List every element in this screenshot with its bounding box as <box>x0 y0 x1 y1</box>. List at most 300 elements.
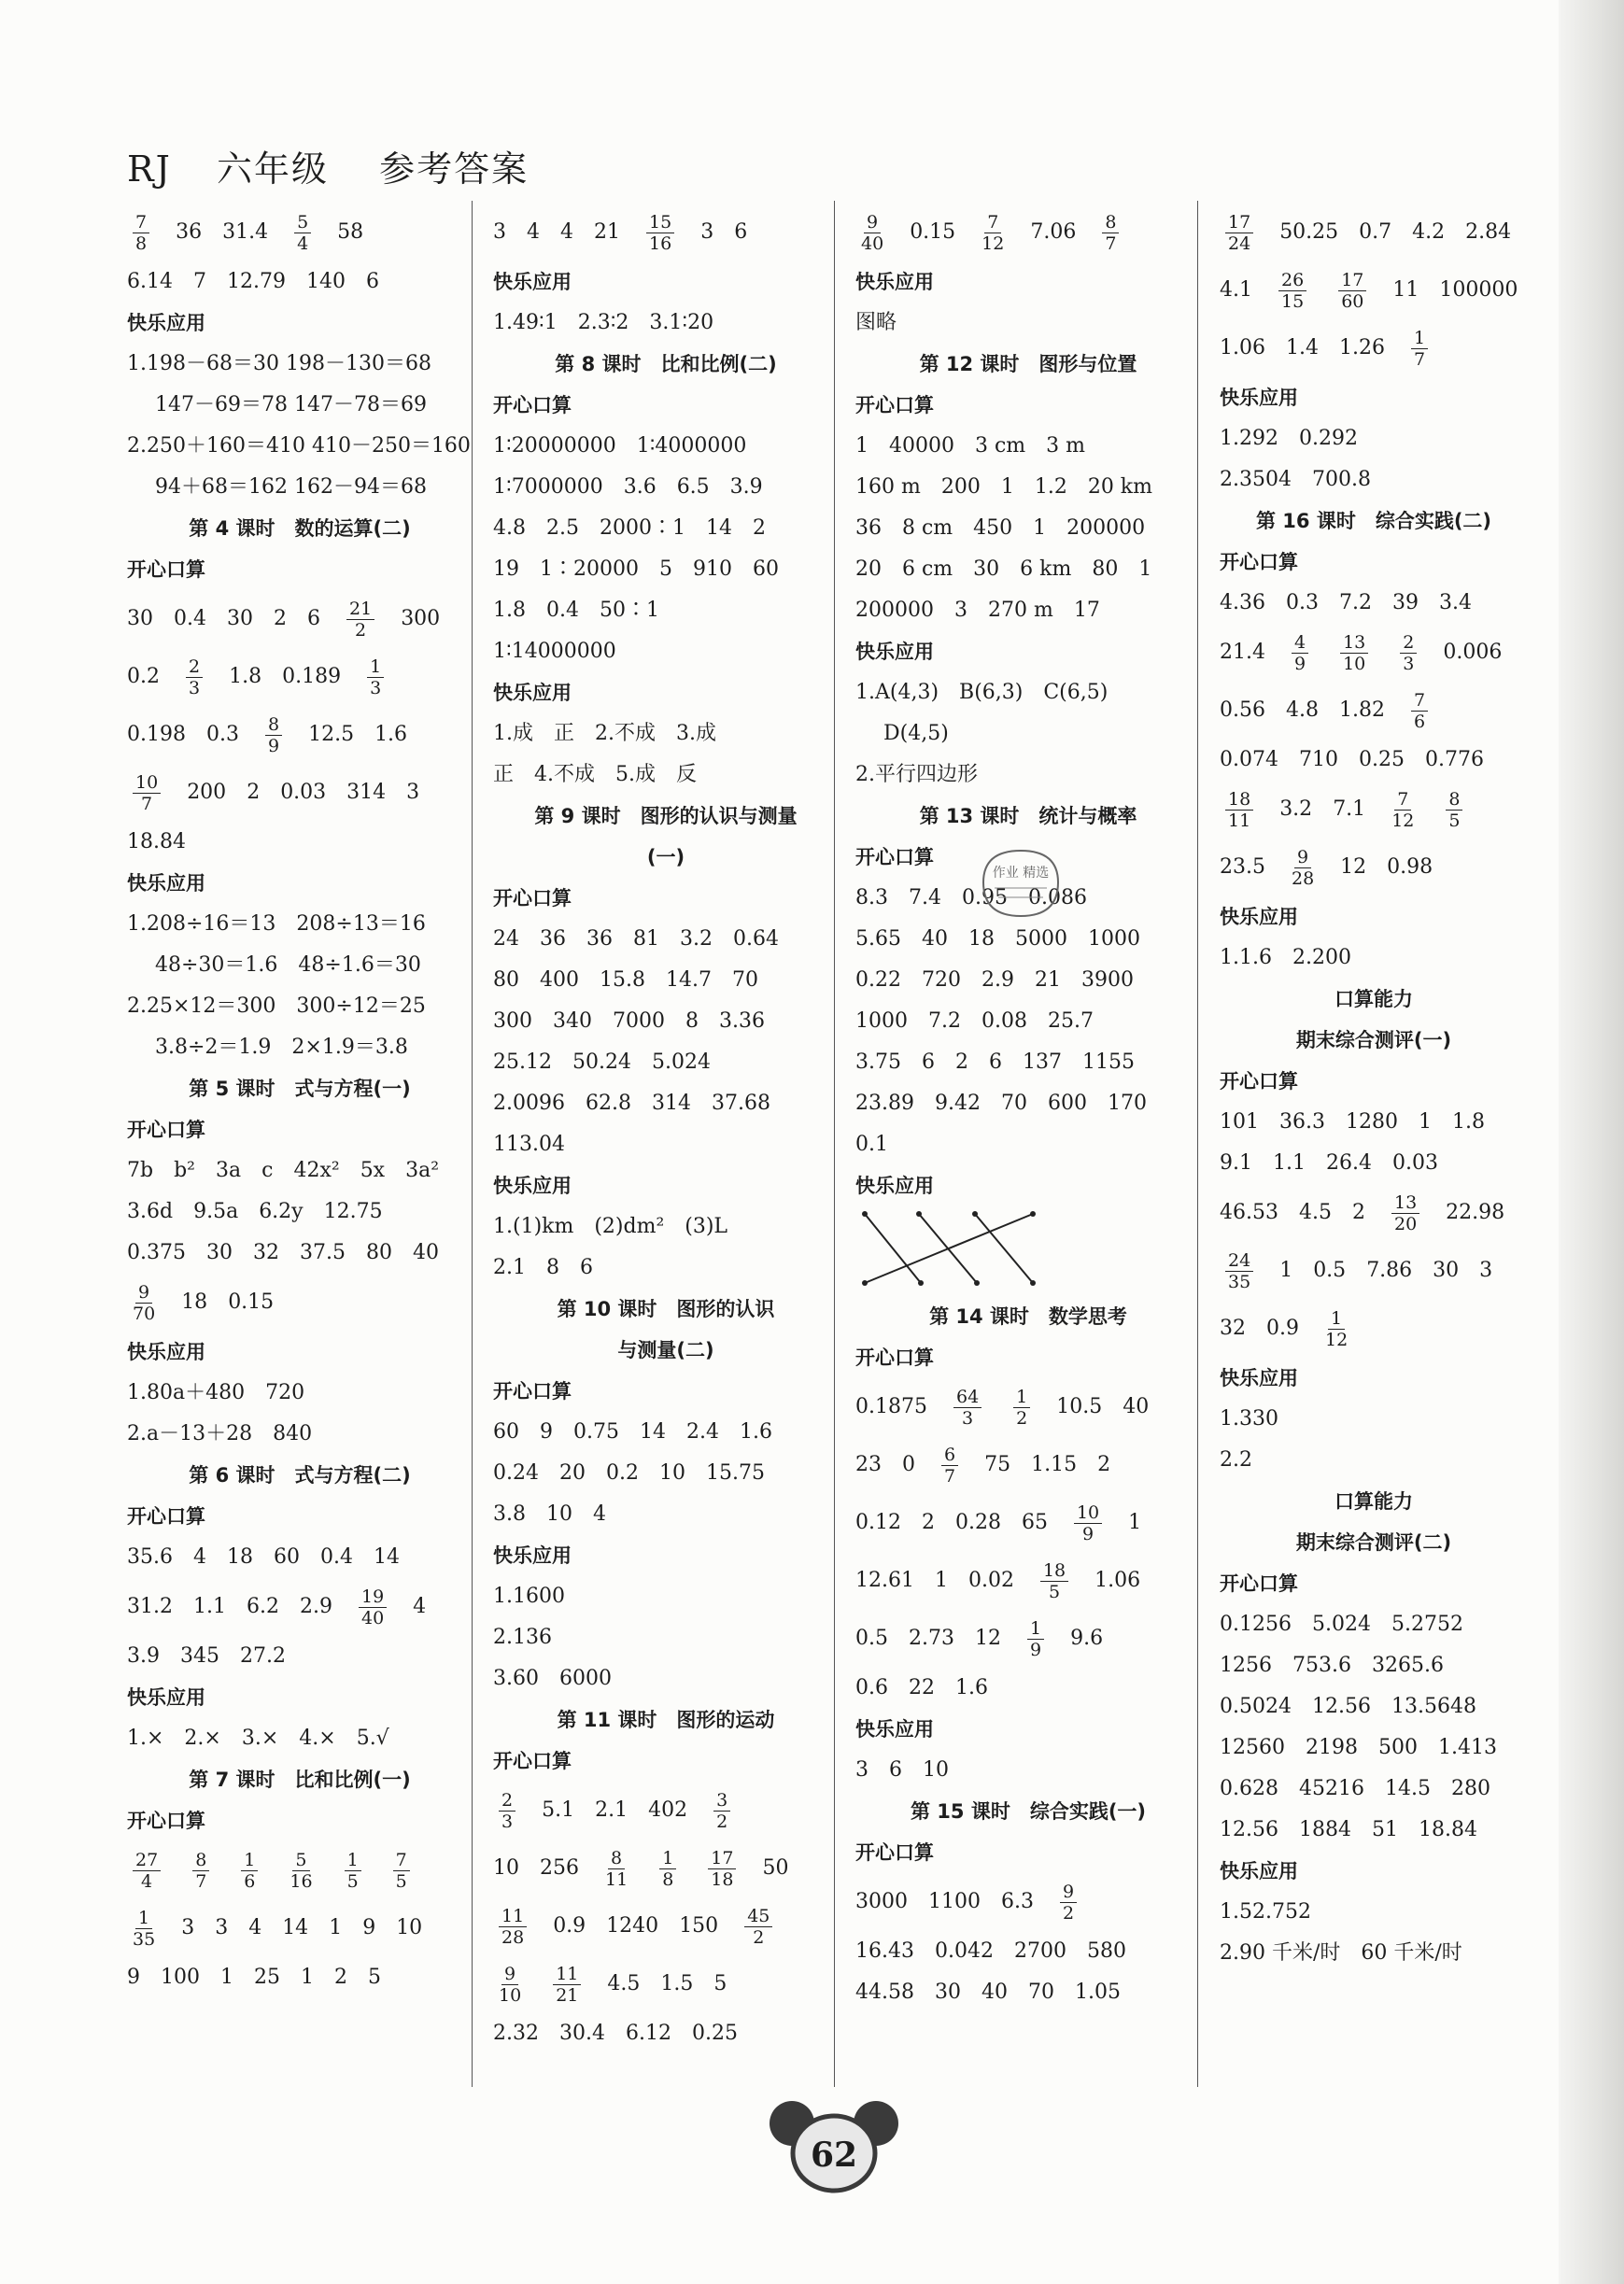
answer-line <box>127 1233 473 1274</box>
numerator: 1 <box>659 1848 676 1869</box>
answer-value: 50 <box>762 1856 789 1880</box>
answer-value: 16.43 0.042 2700 580 <box>855 1939 1126 1963</box>
fraction <box>713 1790 730 1832</box>
denominator: 21 <box>556 1984 579 2006</box>
answer-value: 7.06 <box>1030 220 1077 244</box>
answer-value: 94＋68＝162 162－94＝68 <box>155 475 427 499</box>
section-heading <box>1220 1358 1528 1399</box>
answer-value: 0.074 710 0.25 0.776 <box>1220 748 1484 771</box>
answer-value: 快乐应用 <box>855 641 934 663</box>
fraction <box>265 714 282 756</box>
denominator: 5 <box>1049 1581 1061 1602</box>
answer-line <box>127 467 473 508</box>
answer-value: 3.8 10 4 <box>493 1502 606 1526</box>
fraction <box>553 1964 581 2006</box>
answer-value: 6 <box>307 607 320 630</box>
fraction <box>133 1908 155 1950</box>
fraction <box>605 1848 628 1890</box>
answer-value: 14 <box>282 1916 309 1939</box>
numerator: 15 <box>646 212 674 233</box>
answer-line <box>493 1576 839 1617</box>
answer-line <box>127 648 473 706</box>
answer-value: 2 <box>334 1966 347 1989</box>
answer-value: 4.8 2.5 2000∶1 14 2 <box>493 516 766 540</box>
denominator: 2 <box>1016 1407 1028 1429</box>
answer-line <box>127 1578 473 1636</box>
denominator: 35 <box>1228 1271 1251 1292</box>
answer-value: 18 <box>181 1290 208 1314</box>
answer-value: 3 <box>1479 1259 1493 1282</box>
answer-value: 开心口算 <box>855 394 934 416</box>
answer-line <box>493 508 839 549</box>
answer-line <box>127 1841 473 1899</box>
answer-value: 7b <box>127 1159 154 1182</box>
section-heading <box>855 1832 1201 1873</box>
numerator: 8 <box>192 1850 209 1871</box>
answer-line <box>1220 624 1528 682</box>
answer-value: 0.628 45216 14.5 280 <box>1220 1777 1490 1800</box>
answer-line <box>127 945 473 986</box>
numerator: 7 <box>133 212 149 233</box>
section-heading <box>1220 1563 1528 1604</box>
lesson-title <box>493 344 839 385</box>
homework-stamp <box>976 845 1066 922</box>
answer-value: 1 <box>220 1966 233 1989</box>
denominator: 7 <box>141 793 153 814</box>
answer-value: 150 <box>679 1914 719 1938</box>
answer-line <box>1220 682 1528 740</box>
numerator: 9 <box>135 1282 152 1304</box>
lesson-title <box>855 796 1201 837</box>
answer-value: 42x² <box>293 1159 340 1182</box>
answer-line <box>855 426 1201 467</box>
answer-value: 开心口算 <box>493 887 572 909</box>
answer-value: 46.53 <box>1220 1201 1278 1224</box>
numerator: 17 <box>1338 270 1366 291</box>
numerator: 9 <box>1294 847 1311 868</box>
numerator: 21 <box>346 599 374 620</box>
fraction <box>192 1850 209 1892</box>
fraction <box>133 772 161 814</box>
answer-line <box>855 1668 1201 1709</box>
lesson-title <box>1220 1020 1528 1061</box>
fraction <box>953 1387 981 1429</box>
fraction <box>861 212 883 254</box>
answer-value: 80 <box>365 1241 392 1264</box>
answer-value: 0.4 <box>174 607 206 630</box>
answer-line <box>493 1955 839 2013</box>
denominator: 2 <box>355 619 367 641</box>
fraction <box>1340 632 1368 674</box>
answer-value: 4 <box>248 1916 262 1939</box>
answer-line <box>1220 319 1528 377</box>
answer-line <box>855 713 1201 754</box>
answer-value: 23.89 9.42 70 600 170 <box>855 1092 1147 1115</box>
numerator: 1 <box>135 1908 152 1929</box>
answer-value: 0.03 <box>280 781 327 804</box>
fraction <box>294 212 311 254</box>
fraction <box>981 212 1004 254</box>
answer-value: 6 <box>365 270 379 293</box>
section-heading <box>855 261 1201 303</box>
answer-value: 3.2 <box>1279 797 1313 821</box>
answer-value: 开心口算 <box>493 1380 572 1403</box>
denominator: 28 <box>1291 867 1315 889</box>
fraction <box>1225 789 1253 831</box>
answer-value: 4 <box>560 220 573 244</box>
numerator: 13 <box>1391 1192 1419 1214</box>
answer-value: 2 <box>247 781 261 804</box>
numerator: 7 <box>1411 690 1428 712</box>
answer-value: 3a <box>216 1159 242 1182</box>
denominator: 11 <box>605 1868 628 1890</box>
answer-line <box>493 1001 839 1042</box>
answer-value: 快乐应用 <box>855 271 934 293</box>
answer-value: 开心口算 <box>1220 1572 1298 1595</box>
lesson-title <box>493 1289 839 1330</box>
answer-line <box>1220 261 1528 319</box>
answer-line <box>493 426 839 467</box>
answer-value: 开心口算 <box>493 1750 572 1772</box>
answer-value: 30 <box>1433 1259 1460 1282</box>
answer-line <box>493 631 839 672</box>
fraction <box>659 1848 676 1890</box>
answer-value: 3.8÷2＝1.9 2×1.9＝3.8 <box>155 1036 408 1059</box>
answer-value: 第 8 课时 比和比例(二) <box>555 353 777 375</box>
answer-value: 6.3 <box>1001 1890 1034 1913</box>
answer-value: 0.006 <box>1443 641 1503 664</box>
numerator: 2 <box>186 656 203 678</box>
answer-value: 300 340 7000 8 3.36 <box>493 1009 765 1033</box>
answer-value: 开心口算 <box>855 1841 934 1864</box>
answer-value: 30 <box>205 1241 233 1264</box>
answer-value: 0 <box>902 1453 915 1476</box>
answer-value: 9 <box>362 1916 376 1939</box>
answer-value: 27.2 <box>240 1644 286 1668</box>
answer-value: 1∶14000000 <box>493 640 616 663</box>
answer-value: 期末综合测评(一) <box>1295 1029 1452 1051</box>
lesson-title <box>127 1759 473 1800</box>
answer-value: 快乐应用 <box>855 1718 934 1741</box>
answer-value: 第 10 课时 图形的认识 <box>557 1298 775 1320</box>
answer-value: 21 <box>594 220 620 244</box>
lesson-title <box>1220 501 1528 542</box>
answer-value: 快乐应用 <box>493 1175 572 1197</box>
answer-value: 5.65 40 18 5000 1000 <box>855 927 1140 951</box>
answer-value: 36 8 cm 450 1 200000 <box>855 516 1146 540</box>
lesson-title <box>855 344 1201 385</box>
answer-value: 0.56 <box>1220 698 1265 722</box>
answer-value: 0.198 <box>127 723 186 746</box>
answer-line <box>855 1083 1201 1124</box>
answer-value: 2.2 <box>1220 1448 1252 1472</box>
denominator: 5 <box>395 1870 407 1892</box>
answer-value: 2.250＋160＝410 410－250＝160 <box>127 434 471 458</box>
fraction <box>708 1848 736 1890</box>
fraction <box>1391 1192 1419 1234</box>
section-heading <box>493 385 839 426</box>
section-heading <box>855 1709 1201 1750</box>
answer-line <box>855 1610 1201 1668</box>
numerator: 2 <box>1400 632 1417 654</box>
answer-value: 2.90 千米/时 60 千米/时 <box>1220 1941 1462 1965</box>
answer-line <box>493 1412 839 1453</box>
answer-line <box>1220 418 1528 459</box>
answer-value: 1.80a＋480 720 <box>127 1381 305 1404</box>
denominator: 24 <box>1228 233 1251 254</box>
denominator: 3 <box>189 677 201 698</box>
answer-value: 0.5 <box>855 1627 888 1650</box>
answer-value: 第 13 课时 统计与概率 <box>919 805 1137 827</box>
answer-value: 1 <box>329 1916 343 1939</box>
denominator: 15 <box>1281 290 1305 312</box>
answer-line <box>127 764 473 822</box>
fraction <box>1027 1618 1044 1660</box>
answer-value: 2.a－13＋28 840 <box>127 1422 313 1445</box>
answer-line <box>1220 204 1528 261</box>
answer-column-3 <box>855 204 1201 2013</box>
answer-line <box>855 1750 1201 1791</box>
answer-line <box>493 1494 839 1535</box>
fraction <box>941 1445 958 1487</box>
fraction <box>1225 212 1253 254</box>
answer-value: 0.24 20 0.2 10 15.75 <box>493 1461 765 1485</box>
answer-line <box>493 549 839 590</box>
answer-value: 65 <box>1021 1511 1048 1534</box>
answer-value: 0.28 <box>954 1511 1001 1534</box>
answer-value: 160 m 200 1 1.2 20 km <box>855 475 1153 499</box>
answer-value: 3 <box>406 781 420 804</box>
answer-value: 18 <box>226 1545 253 1569</box>
answer-value: 开心口算 <box>127 1810 205 1832</box>
numerator: 1 <box>1013 1387 1030 1408</box>
answer-line <box>493 1206 839 1248</box>
answer-value: 25 <box>254 1966 280 1989</box>
numerator: 17 <box>1225 212 1253 233</box>
section-heading <box>127 1800 473 1841</box>
answer-value: 9 <box>127 1966 140 1989</box>
answer-value: 0.189 <box>282 665 342 688</box>
answer-value: 200000 3 270 m 17 <box>855 599 1100 622</box>
answer-value: 37.5 <box>299 1241 346 1264</box>
fraction <box>499 1964 521 2006</box>
numerator: 9 <box>501 1964 518 1985</box>
answer-value: 12 <box>974 1627 1001 1650</box>
answer-value: 1.1600 <box>493 1585 565 1608</box>
numerator: 27 <box>133 1850 161 1871</box>
answer-value: 开心口算 <box>855 846 934 868</box>
fraction <box>744 1906 772 1948</box>
section-heading <box>127 1332 473 1373</box>
denominator: 40 <box>360 1607 385 1628</box>
answer-value: 12560 2198 500 1.413 <box>1220 1736 1497 1759</box>
section-heading <box>1220 542 1528 583</box>
numerator: 1 <box>345 1850 361 1871</box>
answer-value: 快乐应用 <box>127 1341 205 1363</box>
section-heading <box>855 631 1201 672</box>
answer-line <box>1220 1686 1528 1727</box>
numerator: 8 <box>265 714 282 736</box>
answer-value: 35.6 <box>127 1545 173 1569</box>
answer-value: 44.58 30 40 70 1.05 <box>855 1981 1121 2004</box>
numerator: 64 <box>953 1387 981 1408</box>
denominator: 16 <box>649 233 672 254</box>
answer-line <box>1220 1769 1528 1810</box>
answer-value: 开心口算 <box>127 1119 205 1141</box>
answer-value: 7 <box>192 270 206 293</box>
answer-line <box>1220 938 1528 979</box>
answer-line <box>493 1453 839 1494</box>
answer-value: 300 <box>401 607 441 630</box>
denominator: 9 <box>267 735 280 756</box>
answer-value: 1 <box>1128 1511 1142 1534</box>
answer-line <box>855 590 1201 631</box>
answer-value: 60 <box>273 1545 300 1569</box>
answer-value: 0.5024 12.56 13.5648 <box>1220 1695 1476 1718</box>
fraction <box>1074 1502 1102 1544</box>
answer-line <box>127 1150 473 1191</box>
denominator: 8 <box>135 233 148 254</box>
answer-value: 开心口算 <box>1220 551 1298 573</box>
answer-line <box>493 1658 839 1699</box>
answer-value: 开心口算 <box>127 558 205 581</box>
answer-value: 第 11 课时 图形的运动 <box>557 1709 775 1731</box>
answer-value: 开心口算 <box>127 1505 205 1528</box>
fraction <box>393 1850 410 1892</box>
answer-value: 0.1 <box>855 1133 888 1156</box>
answer-value: 4.36 0.3 7.2 39 3.4 <box>1220 591 1472 614</box>
answer-value: 2.1 <box>595 1798 628 1822</box>
answer-value: 3 <box>181 1916 195 1939</box>
answer-value: 第 12 课时 图形与位置 <box>919 353 1137 375</box>
numerator: 11 <box>553 1964 581 1985</box>
answer-line <box>127 261 473 303</box>
answer-value: 1.49∶1 2.3∶2 3.1∶20 <box>493 311 714 334</box>
answer-line <box>493 303 839 344</box>
answer-value: 1.1.6 2.200 <box>1220 946 1351 969</box>
answer-column-2 <box>493 204 839 2054</box>
fraction <box>133 1850 161 1892</box>
answer-value: 期末综合测评(二) <box>1295 1531 1452 1554</box>
answer-line <box>855 303 1201 344</box>
answer-line <box>493 1248 839 1289</box>
denominator: 2 <box>716 1811 728 1832</box>
section-heading <box>127 549 473 590</box>
answer-line <box>1220 1184 1528 1242</box>
answer-value: 1.1 <box>192 1595 226 1618</box>
answer-value: 7.1 <box>1333 797 1366 821</box>
section-heading <box>1220 377 1528 418</box>
answer-value: 5 <box>368 1966 381 1989</box>
answer-value: 2.1 8 6 <box>493 1256 593 1279</box>
lesson-title <box>1220 1481 1528 1522</box>
section-heading <box>493 261 839 303</box>
answer-value: 345 <box>180 1644 219 1668</box>
answer-value: 1.292 0.292 <box>1220 427 1358 450</box>
section-heading <box>1220 896 1528 938</box>
answer-value: 0.4 <box>319 1545 353 1569</box>
denominator: 7 <box>944 1465 956 1487</box>
answer-value: 3000 <box>855 1890 908 1913</box>
answer-line <box>127 1027 473 1068</box>
answer-line <box>493 1782 839 1840</box>
header-grade: 六年级 <box>216 148 329 190</box>
answer-line <box>1220 1102 1528 1143</box>
answer-value: 1∶7000000 3.6 6.5 3.9 <box>493 475 763 499</box>
answer-value: D(4,5) <box>883 722 949 745</box>
answer-value: 4.5 <box>1298 1201 1332 1224</box>
answer-value: 4.1 <box>1220 278 1252 302</box>
numerator: 7 <box>1394 789 1411 811</box>
answer-value: 12.56 1884 51 18.84 <box>1220 1818 1477 1841</box>
answer-value: 快乐应用 <box>127 312 205 334</box>
answer-value: 第 16 课时 综合实践(二) <box>1255 510 1492 532</box>
section-heading <box>493 672 839 713</box>
answer-line <box>127 590 473 648</box>
answer-value: 100000 <box>1439 278 1518 302</box>
numerator: 7 <box>393 1850 410 1871</box>
answer-value: 1.A(4,3) B(6,3) C(6,5) <box>855 681 1109 704</box>
answer-line <box>493 1083 839 1124</box>
fraction <box>1391 789 1414 831</box>
answer-value: 1.8 0.4 50∶1 <box>493 599 659 622</box>
answer-value: 3 <box>493 220 506 244</box>
section-heading <box>127 1109 473 1150</box>
denominator: 5 <box>346 1870 359 1892</box>
answer-line <box>127 986 473 1027</box>
answer-line <box>1220 781 1528 839</box>
answer-line <box>493 713 839 754</box>
answer-line <box>493 1617 839 1658</box>
section-heading <box>493 1741 839 1782</box>
answer-line <box>127 1274 473 1332</box>
answer-value: 12.61 <box>855 1569 914 1592</box>
numerator: 1 <box>241 1850 258 1871</box>
answer-value: 1.198－68＝30 198－130＝68 <box>127 352 431 375</box>
page-header <box>127 140 529 191</box>
answer-line <box>855 1436 1201 1494</box>
numerator: 45 <box>744 1906 772 1927</box>
answer-line <box>855 1931 1201 1972</box>
answer-value: 1.6 <box>374 723 408 746</box>
answer-value: b² <box>174 1159 195 1182</box>
answer-value: 1.8 <box>229 665 262 688</box>
answer-value: 12.79 <box>226 270 286 293</box>
answer-line <box>855 549 1201 590</box>
answer-value: 2.9 <box>299 1595 332 1618</box>
answer-value: 4.8 <box>1285 698 1319 722</box>
answer-value: 18.84 <box>127 830 186 853</box>
fraction <box>359 1586 387 1628</box>
denominator: 12 <box>1391 810 1415 831</box>
answer-line <box>127 904 473 945</box>
answer-line <box>1220 1604 1528 1645</box>
answer-value: 9.5a <box>193 1200 239 1223</box>
fraction <box>1040 1560 1068 1602</box>
answer-line <box>493 2013 839 2054</box>
answer-value: 4.2 <box>1412 220 1446 244</box>
answer-line <box>1220 1440 1528 1481</box>
answer-line <box>1220 740 1528 781</box>
lesson-title <box>855 1296 1201 1337</box>
denominator: 4 <box>141 1870 153 1892</box>
answer-line <box>127 1899 473 1957</box>
answer-value: (一) <box>646 846 685 868</box>
answer-value: 1.成 正 2.不成 3.成 <box>493 722 716 745</box>
answer-value: 2 <box>1351 1201 1365 1224</box>
section-heading <box>127 303 473 344</box>
numerator: 1 <box>367 656 384 678</box>
